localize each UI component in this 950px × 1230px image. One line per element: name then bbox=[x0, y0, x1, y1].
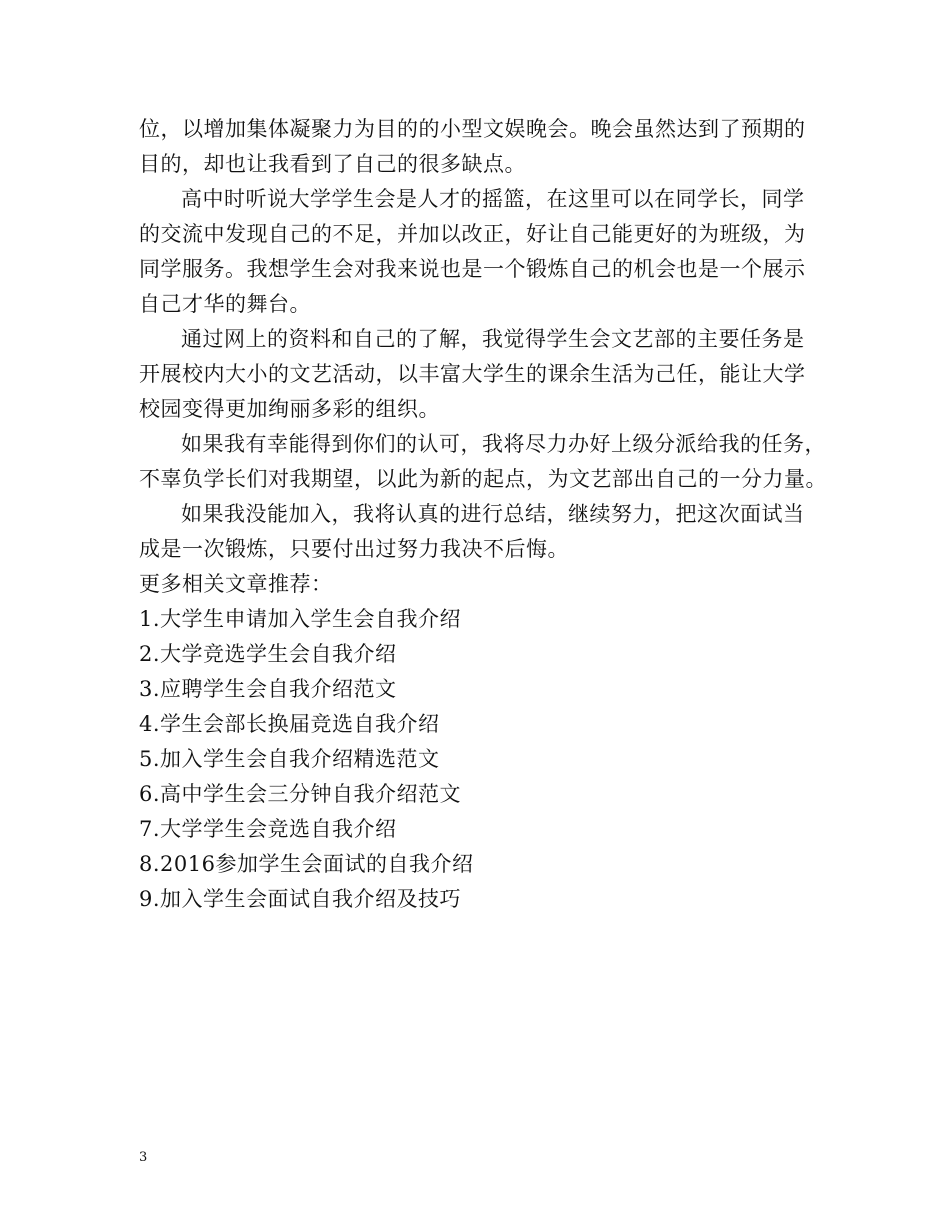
text-line: 如果我有幸能得到你们的认可，我将尽力办好上级分派给我的任务， bbox=[181, 432, 826, 456]
text-line: 如果我没能加入，我将认真的进行总结，继续努力，把这次面试当 bbox=[181, 502, 805, 526]
paragraph bbox=[139, 322, 819, 427]
related-heading: 更多相关文章推荐： bbox=[139, 572, 333, 596]
related-link[interactable]: 2.大学竞选学生会自我介绍 bbox=[139, 642, 397, 666]
related-link[interactable]: 5.加入学生会自我介绍精选范文 bbox=[139, 747, 440, 771]
paragraph bbox=[139, 182, 819, 322]
related-articles bbox=[139, 567, 819, 917]
text-line: 目的，却也让我看到了自己的很多缺点。 bbox=[139, 152, 526, 176]
related-link[interactable]: 6.高中学生会三分钟自我介绍范文 bbox=[139, 782, 462, 806]
related-link[interactable]: 7.大学学生会竞选自我介绍 bbox=[139, 817, 397, 841]
text-line: 校园变得更加绚丽多彩的组织。 bbox=[139, 397, 440, 421]
related-link[interactable]: 3.应聘学生会自我介绍范文 bbox=[139, 677, 397, 701]
text-line: 的交流中发现自己的不足，并加以改正，好让自己能更好的为班级，为 bbox=[139, 222, 806, 246]
related-link[interactable]: 4.学生会部长换届竞选自我介绍 bbox=[139, 712, 440, 736]
related-link[interactable]: 8.2016参加学生会面试的自我介绍 bbox=[139, 852, 474, 876]
text-line: 不辜负学长们对我期望，以此为新的起点，为文艺部出自己的一分力量。 bbox=[139, 467, 827, 491]
text-line: 位，以增加集体凝聚力为目的的小型文娱晚会。晚会虽然达到了预期的 bbox=[139, 117, 806, 141]
text-line: 自己才华的舞台。 bbox=[139, 292, 311, 316]
document-page bbox=[139, 112, 827, 917]
text-line: 同学服务。我想学生会对我来说也是一个锻炼自己的机会也是一个展示 bbox=[139, 257, 806, 281]
page-number: 3 bbox=[139, 1150, 148, 1165]
related-link[interactable]: 9.加入学生会面试自我介绍及技巧 bbox=[139, 887, 462, 911]
text-line: 高中时听说大学学生会是人才的摇篮，在这里可以在同学长，同学 bbox=[181, 187, 805, 211]
paragraph bbox=[139, 497, 819, 567]
related-link[interactable]: 1.大学生申请加入学生会自我介绍 bbox=[139, 607, 462, 631]
paragraph bbox=[139, 112, 819, 182]
paragraph bbox=[139, 427, 827, 497]
text-line: 通过网上的资料和自己的了解，我觉得学生会文艺部的主要任务是 bbox=[181, 327, 805, 351]
text-line: 开展校内大小的文艺活动，以丰富大学生的课余生活为己任，能让大学 bbox=[139, 362, 806, 386]
text-line: 成是一次锻炼，只要付出过努力我决不后悔。 bbox=[139, 537, 569, 561]
